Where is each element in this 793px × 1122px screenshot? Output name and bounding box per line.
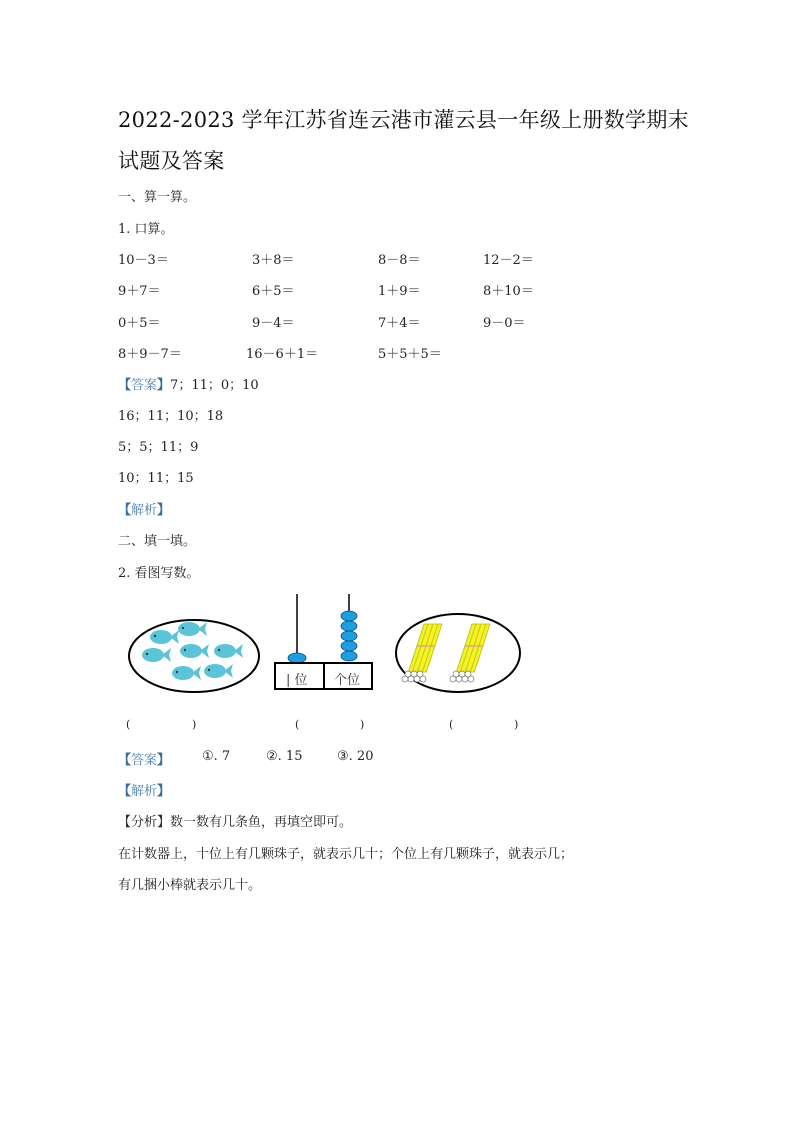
answer-line: 5；5；11；9 <box>118 440 199 455</box>
problem: 9－4＝ <box>252 316 295 331</box>
analysis-intro-tag: 【分析】 <box>118 815 171 830</box>
fish-plate-figure <box>127 618 262 694</box>
analysis-line: 在计数器上，十位上有几颗珠子，就表示几十；个位上有几颗珠子，就表示几； <box>118 847 574 862</box>
problem: 9－0＝ <box>483 316 526 331</box>
section2-heading: 二、填一填。 <box>118 534 197 549</box>
problem: 10－3＝ <box>118 253 169 268</box>
analysis-line: 有几捆小棒就表示几十。 <box>118 878 262 893</box>
blank-close: ) <box>514 718 519 731</box>
question1-label: 1. 口算。 <box>118 222 174 237</box>
blank-open: ( <box>126 718 131 731</box>
blank-open: ( <box>295 718 300 731</box>
problem: 12－2＝ <box>483 253 534 268</box>
answer-item: ②. 15 <box>266 749 303 764</box>
problem: 8＋10＝ <box>483 284 534 299</box>
analysis-tag-1: 【解析】 <box>118 503 171 518</box>
analysis-intro: 【分析】数一数有几条鱼，再填空即可。 <box>118 815 353 830</box>
answer-item: ①. 7 <box>202 749 231 764</box>
doc-title-line2: 试题及答案 <box>118 149 225 173</box>
problem: 6＋5＝ <box>252 284 295 299</box>
analysis-tag-2: 【解析】 <box>118 784 171 799</box>
answer-block-1 <box>118 374 259 393</box>
blank-close: ) <box>192 718 197 731</box>
answer-line: 16；11；10；18 <box>118 409 224 424</box>
problem: 3＋8＝ <box>252 253 295 268</box>
answer-line: 10；11；15 <box>118 471 194 486</box>
problem: 16－6＋1＝ <box>246 347 319 362</box>
problem: 8＋9－7＝ <box>118 347 182 362</box>
answer-tag-2: 【答案】 <box>118 753 171 768</box>
answer-values: 7；11；0；10 <box>170 378 259 393</box>
problem: 5＋5＋5＝ <box>378 347 442 362</box>
bead-icon <box>288 611 357 663</box>
section1-heading: 一、算一算。 <box>118 190 197 205</box>
problem: 8－8＝ <box>378 253 421 268</box>
answer-item: ③. 20 <box>337 749 374 764</box>
problem: 1＋9＝ <box>378 284 421 299</box>
blank-open: ( <box>449 718 454 731</box>
problem: 7＋4＝ <box>378 316 421 331</box>
abacus-ones-label: 个位 <box>334 673 361 688</box>
problem: 9＋7＝ <box>118 284 161 299</box>
stick-bundles-figure <box>394 612 522 694</box>
problem: 0＋5＝ <box>118 316 161 331</box>
abacus-tens-label: | 位 <box>286 673 308 688</box>
doc-title-line1: 2022-2023 学年江苏省连云港市灌云县一年级上册数学期末 <box>118 108 689 132</box>
question2-label: 2. 看图写数。 <box>118 566 200 581</box>
blank-close: ) <box>360 718 365 731</box>
answer-tag: 【答案】 <box>118 378 171 393</box>
